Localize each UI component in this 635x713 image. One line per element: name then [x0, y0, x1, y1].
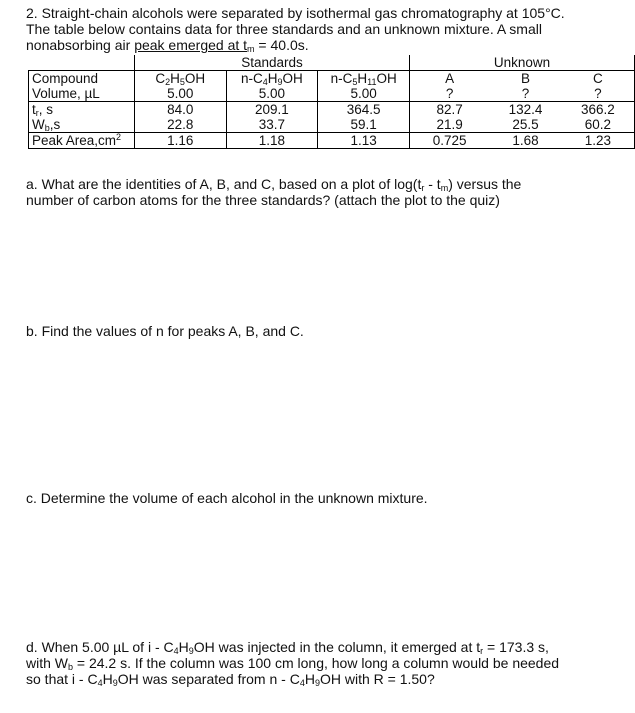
table-cell: ? [489, 86, 562, 102]
volume-row [29, 86, 635, 102]
compound-c2h5oh: $C_2H_5OH$ [134, 71, 226, 87]
wb-label: $W_b,s$ [29, 117, 135, 133]
compound-n-c4h9oh: $n-C_4H_9OH$ [226, 71, 318, 87]
table-cell: 22.8 [134, 117, 226, 133]
table-cell: 5.00 [226, 86, 318, 102]
table-cell: 209.1 [226, 102, 318, 118]
wb-row [29, 117, 635, 133]
table-cell: 1.68 [489, 133, 562, 149]
table-cell: 366.2 [562, 102, 635, 118]
table-cell: 5.00 [134, 86, 226, 102]
data-table [28, 55, 635, 149]
question-d-line-2: with $W_b = 24.2$ s. If the column was 100 cm long, how long a column would be needed [26, 655, 560, 672]
table-cell: 1.13 [318, 133, 410, 149]
table-cell: 1.18 [226, 133, 318, 149]
table-cell: ? [410, 86, 490, 102]
table-cell: 0.725 [410, 133, 490, 149]
compound-n-c5h11oh: $n-C_5H_{11}OH$ [318, 71, 410, 87]
table-cell: 25.5 [489, 117, 562, 133]
intro-tm-sub: m [247, 44, 255, 54]
group-header-row [29, 55, 635, 71]
problem-intro [26, 5, 626, 53]
intro-line-3b: peak emerged at t [134, 37, 248, 53]
question-b: b. Find the values of n for peaks A, B, and C. [26, 323, 304, 339]
table-cell: 132.4 [508, 102, 543, 117]
question-d-line-3: so that i - $C_4H_9OH$ was separated from n - $C_4H_9OH$ with R = 1.50? [26, 671, 435, 688]
table-cell: 21.9 [410, 117, 490, 133]
area-label: Peak $Area,cm^2$ [29, 133, 135, 149]
unknown-header: Unknown [410, 55, 635, 71]
table-cell: 5.00 [318, 86, 410, 102]
question-d [26, 639, 626, 687]
question-a-line-2: number of carbon atoms for the three standards? (attach the plot to the quiz) [26, 192, 500, 208]
question-c: c. Determine the volume of each alcohol in the unknown mixture. [26, 490, 428, 506]
intro-line-3a: nonabsorbing air [26, 37, 135, 53]
question-d-line-1: d. When 5.00 µL of i - $C_4H_9OH$ was injected in the column, it emerged at $t_r = 173.3$ s, [26, 639, 549, 656]
table-cell: 59.1 [318, 117, 410, 133]
table-cell: ? [562, 86, 635, 102]
blank-cell [29, 55, 135, 71]
intro-line-3-underlined [134, 37, 254, 53]
compound-a: A [410, 71, 490, 87]
standards-header: Standards [134, 55, 409, 71]
tr-row [29, 102, 635, 118]
table-cell: 1.16 [134, 133, 226, 149]
compound-c: C [562, 71, 635, 87]
table-cell: 33.7 [226, 117, 318, 133]
compound-label: Compound [29, 71, 135, 87]
table-cell: 1.23 [562, 133, 635, 149]
compound-row [29, 71, 635, 87]
intro-line-1: 2. Straight-chain alcohols were separated by isothermal gas chromatography at 105°C. [26, 5, 565, 21]
question-a [26, 176, 616, 208]
volume-label: Volume, µL [29, 86, 135, 102]
tr-label: $t_r$, s [29, 102, 135, 118]
intro-line-2: The table below contains data for three standards and an unknown mixture. A small [26, 21, 542, 37]
compound-b: B [489, 71, 562, 87]
table-cell: 364.5 [318, 102, 410, 118]
intro-line-3 [26, 37, 626, 53]
question-a-line-1: a. What are the identities of A, B, and C, based on a plot of $\log(t_r - t_m)$ versus the [26, 176, 522, 193]
area-row [29, 133, 635, 149]
table-cell: 60.2 [562, 117, 635, 133]
intro-line-3c: = 40.0s. [254, 37, 309, 53]
table-cell: 82.7 [436, 102, 463, 117]
table-cell: 84.0 [134, 102, 226, 118]
